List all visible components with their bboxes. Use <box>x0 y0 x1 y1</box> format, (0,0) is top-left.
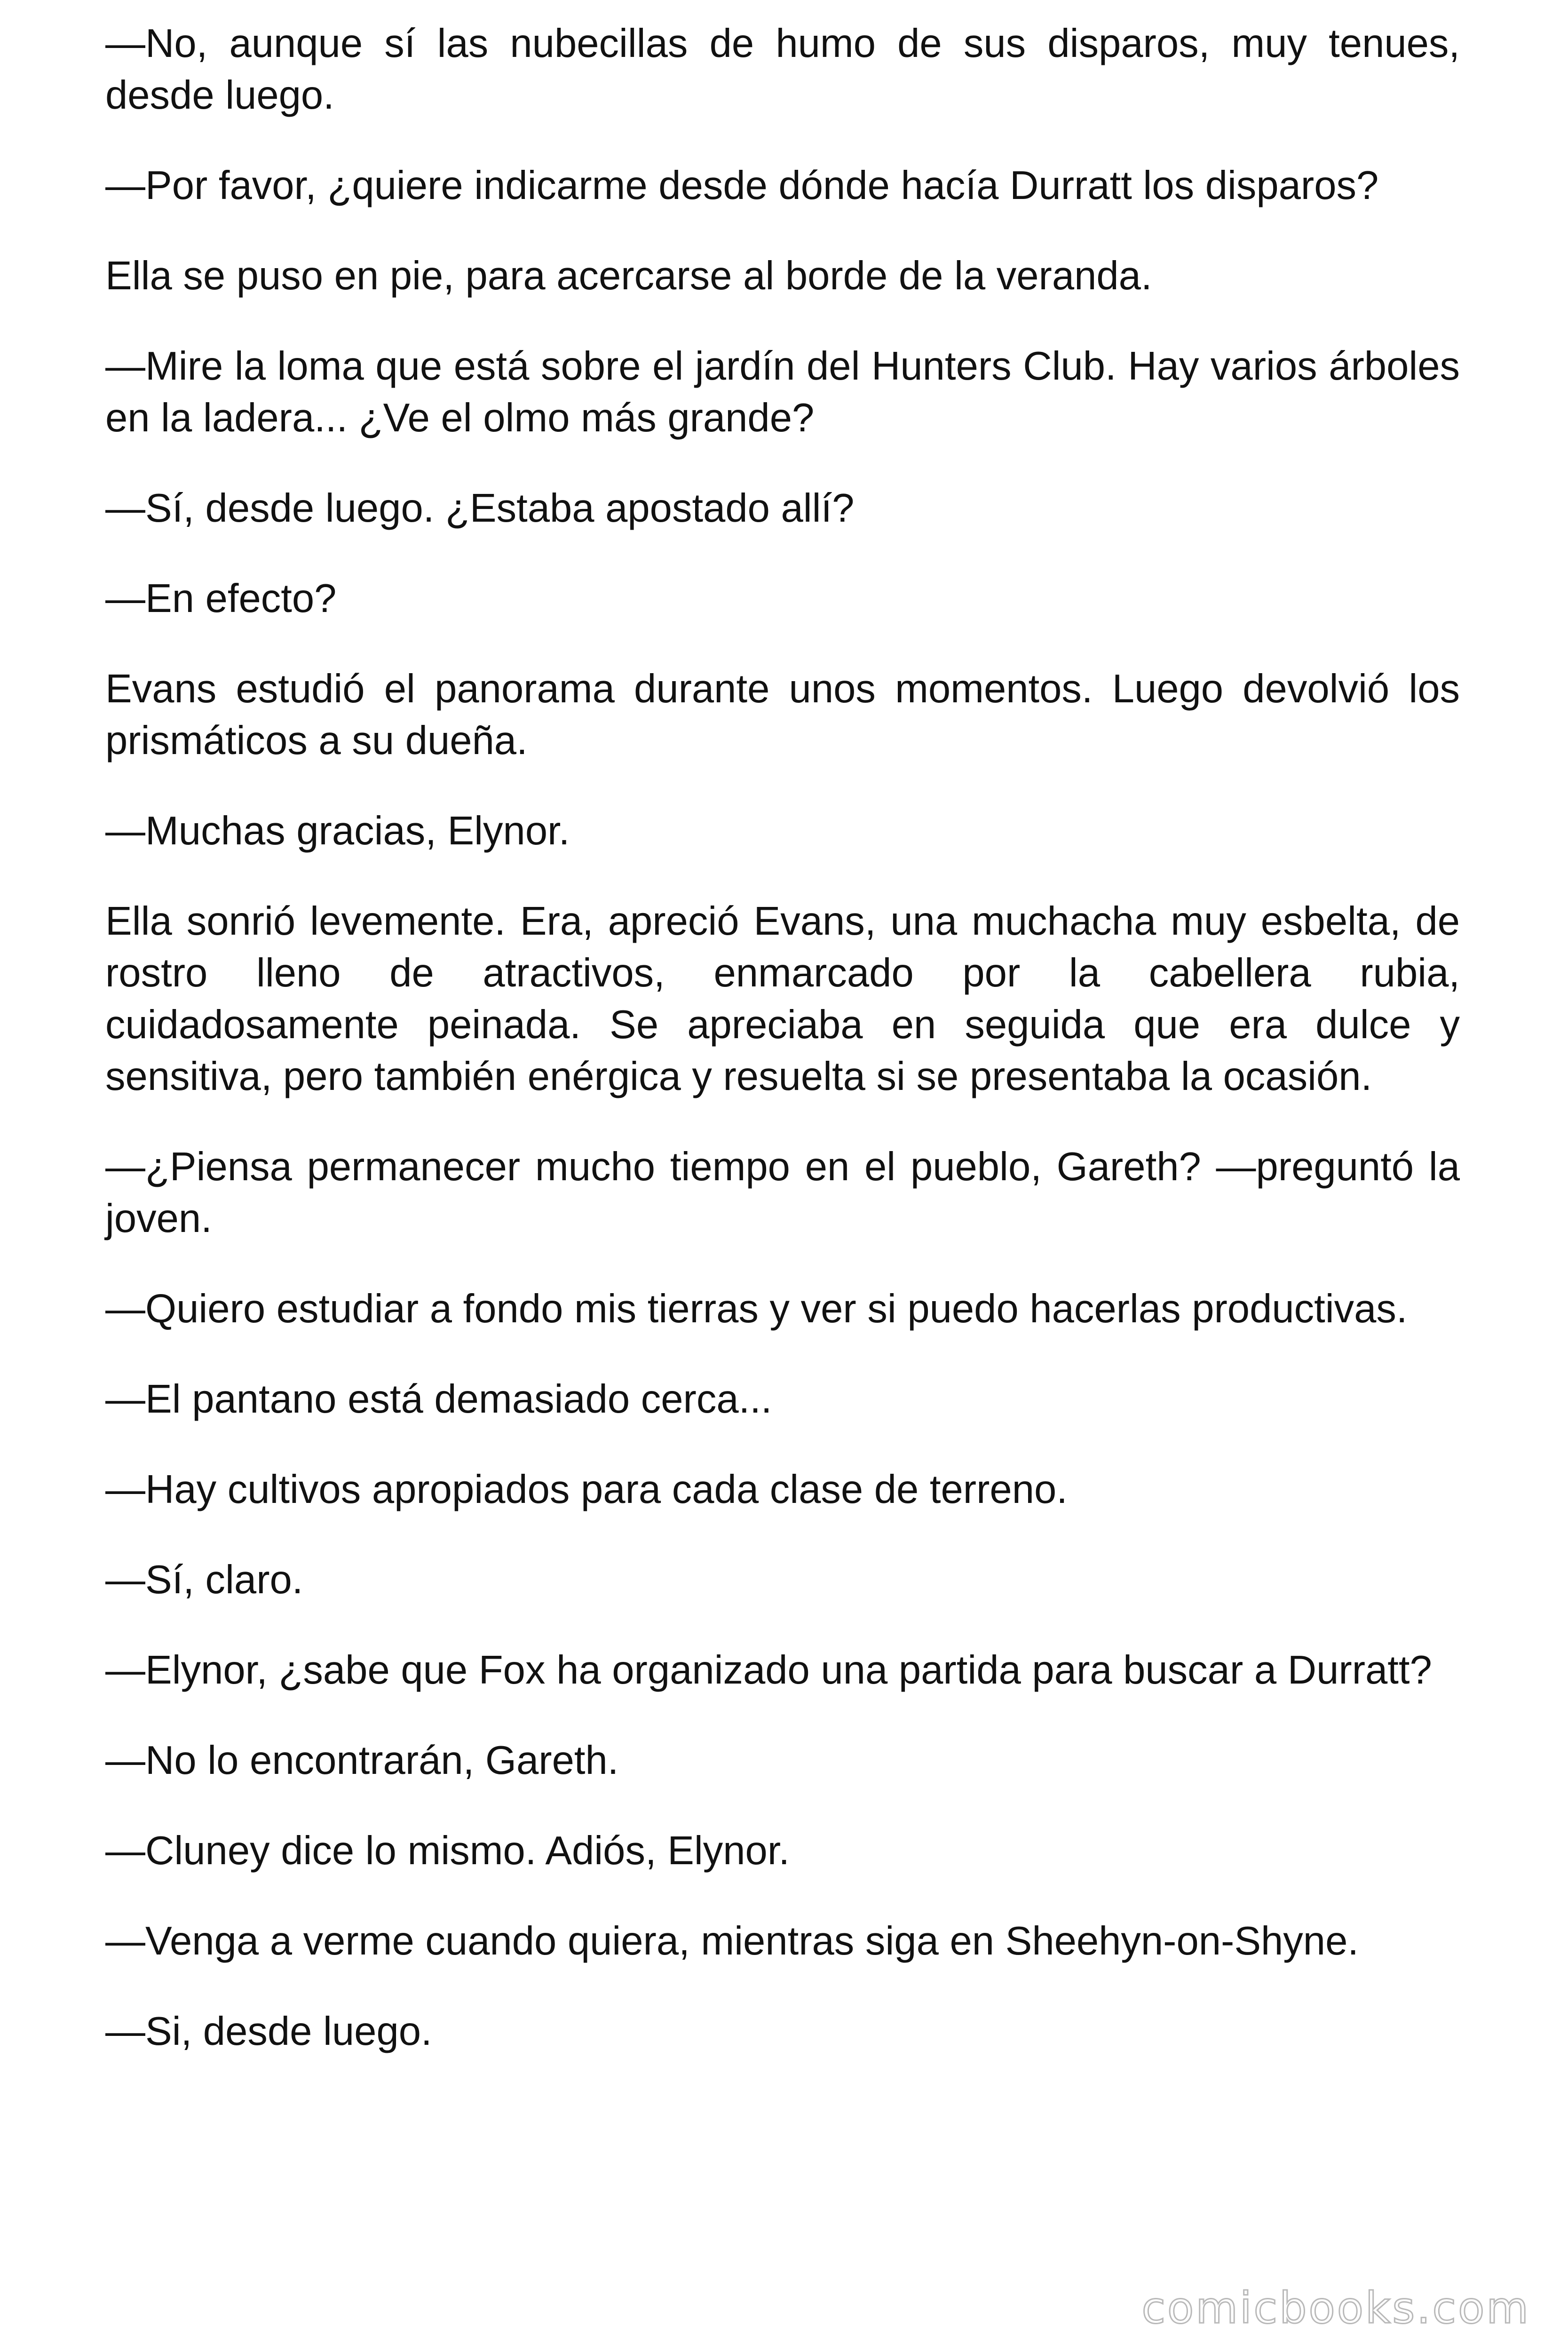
paragraph: —Hay cultivos apropiados para cada clase de terreno. <box>105 1467 1068 1512</box>
paragraph: —Cluney dice lo mismo. Adiós, Elynor. <box>105 1828 790 1873</box>
paragraph: —Por favor, ¿quiere indicarme desde dónde hacía Durratt los disparos? <box>105 163 1379 208</box>
watermark: comicbooks.com <box>1141 2283 1530 2333</box>
paragraph: Evans estudió el panorama durante unos momentos. Luego devolvió los prismáticos a su dueña. <box>105 667 1460 763</box>
paragraph: —¿Piensa permanecer mucho tiempo en el pueblo, Gareth? —preguntó la joven. <box>105 1144 1460 1241</box>
paragraph: —Elynor, ¿sabe que Fox ha organizado una partida para buscar a Durratt? <box>105 1648 1432 1692</box>
paragraph: —No, aunque sí las nubecillas de humo de sus disparos, muy tenues, desde luego. <box>105 21 1460 118</box>
paragraph: Ella se puso en pie, para acercarse al borde de la veranda. <box>105 254 1152 298</box>
paragraph: —Sí, desde luego. ¿Estaba apostado allí? <box>105 486 855 531</box>
page-text <box>105 18 1460 2096</box>
paragraph: —El pantano está demasiado cerca... <box>105 1377 772 1422</box>
paragraph: —Venga a verme cuando quiera, mientras siga en Sheehyn-on-Shyne. <box>105 1919 1359 1963</box>
paragraph: —En efecto? <box>105 576 337 621</box>
paragraph: —Sí, claro. <box>105 1557 303 1602</box>
paragraph: Ella sonrió levemente. Era, apreció Evans, una muchacha muy esbelta, de rostro lleno de atractivos, enmarcado por la cabellera rubia, cuidadosamente peinada. Se apreciaba en seguida que era dulce y sensitiva, pero también enérgica y resuelta si se presentaba la ocasión. <box>105 899 1460 1099</box>
paragraph: —Si, desde luego. <box>105 2009 432 2054</box>
paragraph: —Quiero estudiar a fondo mis tierras y ver si puedo hacerlas productivas. <box>105 1287 1408 1331</box>
paragraph: —No lo encontrarán, Gareth. <box>105 1738 619 1783</box>
paragraph: —Muchas gracias, Elynor. <box>105 809 570 853</box>
paragraph: —Mire la loma que está sobre el jardín del Hunters Club. Hay varios árboles en la ladera... ¿Ve el olmo más grande? <box>105 344 1460 440</box>
